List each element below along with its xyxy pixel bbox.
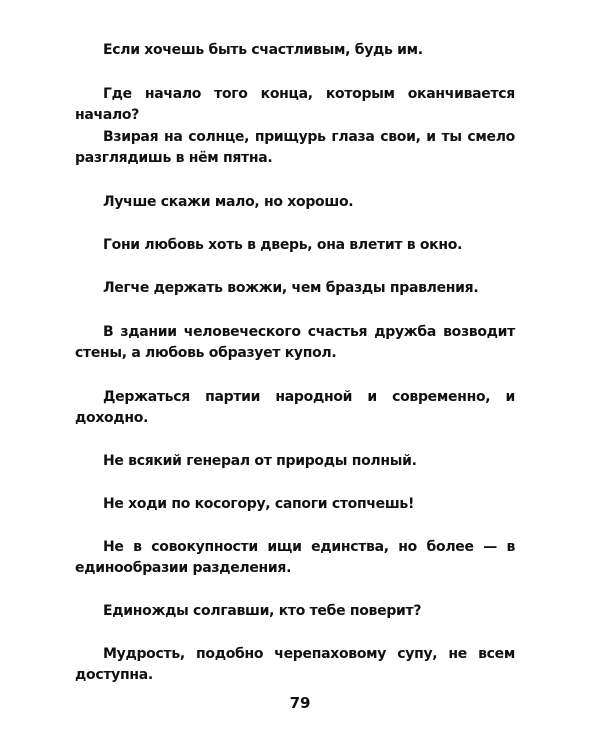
aphorism-4: Лучше скажи мало, но хорошо. xyxy=(103,194,354,210)
aphorism-6: Легче держать вожжи, чем бразды правления. xyxy=(103,280,479,296)
aphorism-2: Где начало того конца, которым оканчивается начало? xyxy=(75,86,515,123)
aphorism-10: Не ходи по косогору, сапоги стопчешь! xyxy=(103,496,415,512)
aphorism-9: Не всякий генерал от природы полный. xyxy=(103,453,417,469)
aphorism-5: Гони любовь хоть в дверь, она влетит в окно. xyxy=(103,237,463,253)
aphorism-8: Держаться партии народной и современно, и доходно. xyxy=(75,389,515,426)
aphorism-7: В здании человеческого счастья дружба возводит стены, а любовь образует купол. xyxy=(75,324,515,361)
aphorism-3: Взирая на солнце, прищурь глаза свои, и ты смело разглядишь в нём пятна. xyxy=(75,129,515,166)
page-number: 79 xyxy=(289,694,311,712)
aphorism-13: Мудрость, подобно черепаховому супу, не всем доступна. xyxy=(75,646,515,683)
aphorism-1: Если хочешь быть счастливым, будь им. xyxy=(103,42,423,58)
aphorism-11: Не в совокупности ищи единства, но более — в единообразии разделения. xyxy=(75,539,515,576)
aphorism-12: Единожды солгавши, кто тебе поверит? xyxy=(103,603,422,619)
